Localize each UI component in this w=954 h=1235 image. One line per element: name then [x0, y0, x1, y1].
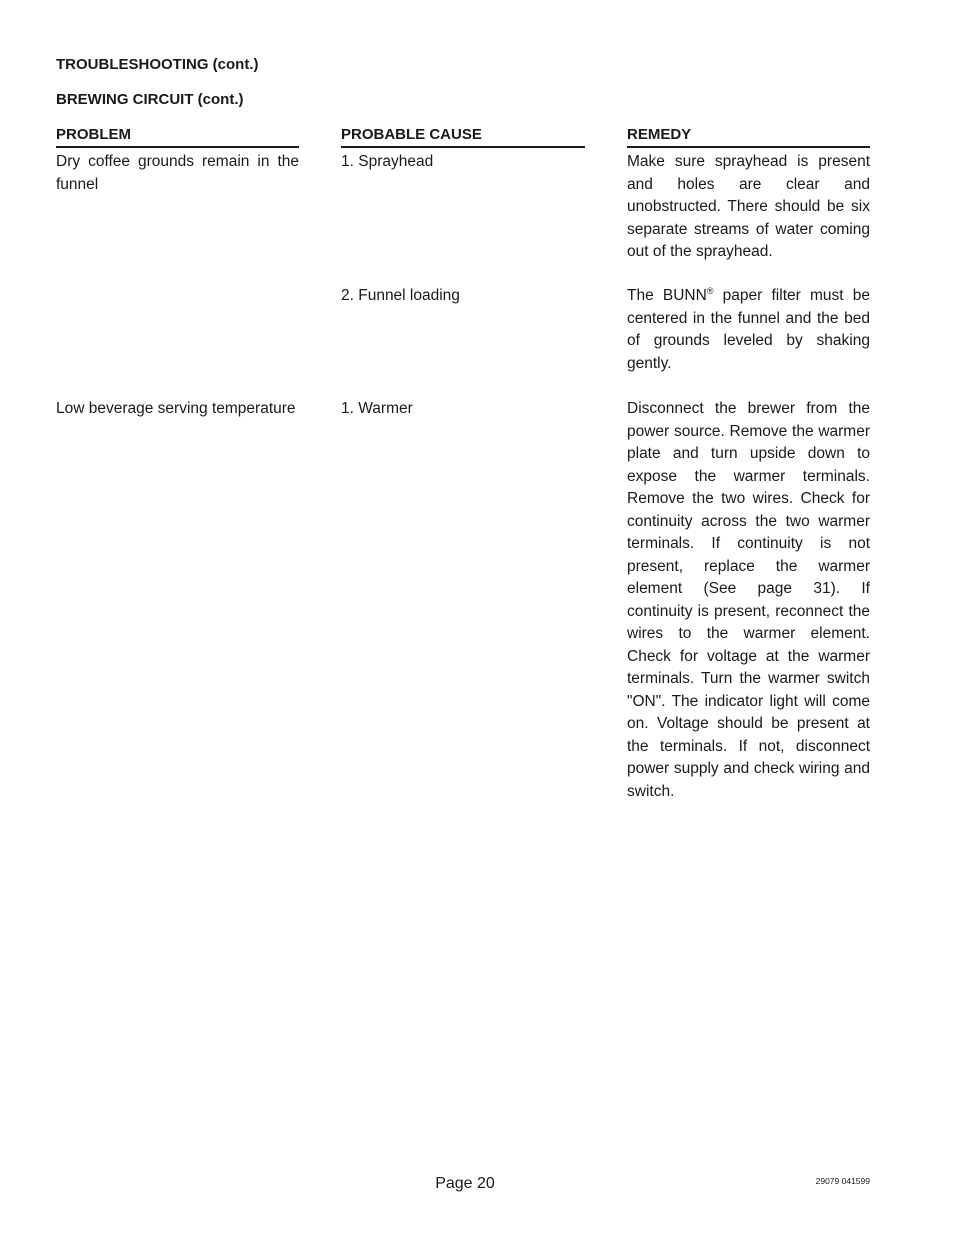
remedy-cell: [627, 285, 870, 375]
remedy-text: The BUNN: [627, 287, 707, 304]
registered-mark: ®: [706, 285, 714, 296]
section-subtitle: BREWING CIRCUIT (cont.): [56, 91, 244, 108]
section-title: TROUBLESHOOTING (cont.): [56, 56, 259, 73]
document-code: 29079 041599: [815, 1176, 870, 1186]
column-header-remedy: REMEDY: [627, 126, 870, 148]
page-number: Page 20: [435, 1175, 495, 1192]
column-header-problem: PROBLEM: [56, 126, 299, 148]
problem-cell: Low beverage serving temperature: [56, 400, 296, 417]
probable-cause-cell: 2. Funnel loading: [341, 287, 460, 304]
remedy-cell: Disconnect the brewer from the power source. Remove the warmer plate and turn upside down to expose the warmer terminals. Remove the two wires. Check for continuity across the two warmer terminals. If continuity is not present, replace the warmer element (See page 31). If continuity is present, reconnect the wires to the warmer element. Check for voltage at the warmer terminals. Turn the warmer switch "ON". The indicator light will come on. Voltage should be present at the terminals. If not, disconnect power supply and check wiring and switch.: [627, 400, 870, 800]
column-header-probable-cause: PROBABLE CAUSE: [341, 126, 585, 148]
remedy-text: paper filter must be centered in the funnel and the bed of grounds leveled by shaking gently.: [627, 287, 870, 372]
problem-cell: Dry coffee grounds remain in the funnel: [56, 153, 299, 193]
probable-cause-cell: 1. Warmer: [341, 400, 413, 417]
remedy-cell: Make sure sprayhead is present and holes are clear and unobstructed. There should be six separate streams of water coming out of the sprayhead.: [627, 153, 870, 260]
probable-cause-cell: 1. Sprayhead: [341, 153, 434, 170]
